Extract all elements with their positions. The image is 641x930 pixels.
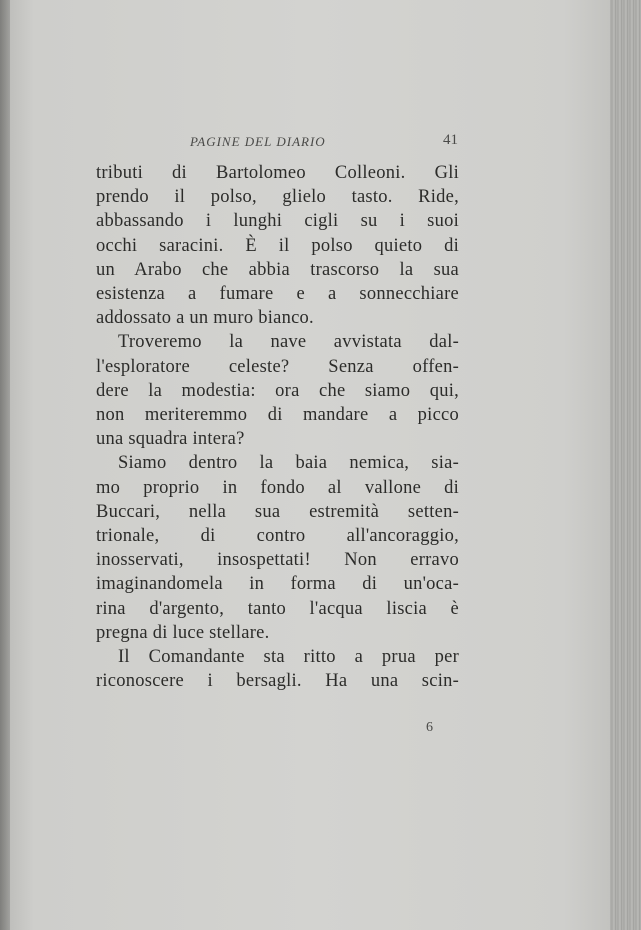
text-line: Buccari, nella sua estremità setten- [96,501,459,522]
text-line: Troveremo la nave avvistata dal- [118,332,459,353]
text-line: pregna di luce stellare. [96,622,270,643]
paragraph [96,645,459,693]
running-head-title: PAGINE DEL DIARIO [190,134,326,149]
text-line: l'esploratore celeste? Senza offen- [96,356,459,377]
text-line: prendo il polso, glielo tasto. Ride, [96,187,459,208]
page-number: 41 [443,132,458,148]
text-line: un Arabo che abbia trascorso la sua [96,259,459,280]
text-line: mo proprio in fondo al vallone di [96,477,459,498]
running-head [190,130,470,152]
paragraph [96,330,459,451]
text-line: dere la modestia: ora che siamo qui, [96,380,459,401]
text-line: imaginandomela in forma di un'oca- [96,574,459,595]
page-edges [610,0,641,930]
paragraph [96,451,459,645]
text-line: addossato a un muro bianco. [96,308,314,329]
text-line: Siamo dentro la baia nemica, sia- [118,453,459,474]
text-line: occhi saracini. È il polso quieto di [96,235,459,256]
text-line: non meriteremmo di mandare a picco [96,405,459,426]
text-line: trionale, di contro all'ancoraggio, [96,526,459,547]
text-line: Il Comandante sta ritto a prua per [118,647,459,668]
text-line: esistenza a fumare e a sonnecchiare [96,284,459,305]
paragraph [96,161,459,330]
text-line: tributi di Bartolomeo Colleoni. Gli [96,163,459,183]
text-line: una squadra intera? [96,429,245,450]
body-text [96,161,459,693]
text-line: abbassando i lunghi cigli su i suoi [96,211,459,232]
text-line: riconoscere i bersagli. Ha una scin- [96,671,459,692]
signature-mark: 6 [426,720,433,735]
text-line: rina d'argento, tanto l'acqua liscia è [96,598,459,619]
text-line: inosservati, insospettati! Non erravo [96,550,459,571]
